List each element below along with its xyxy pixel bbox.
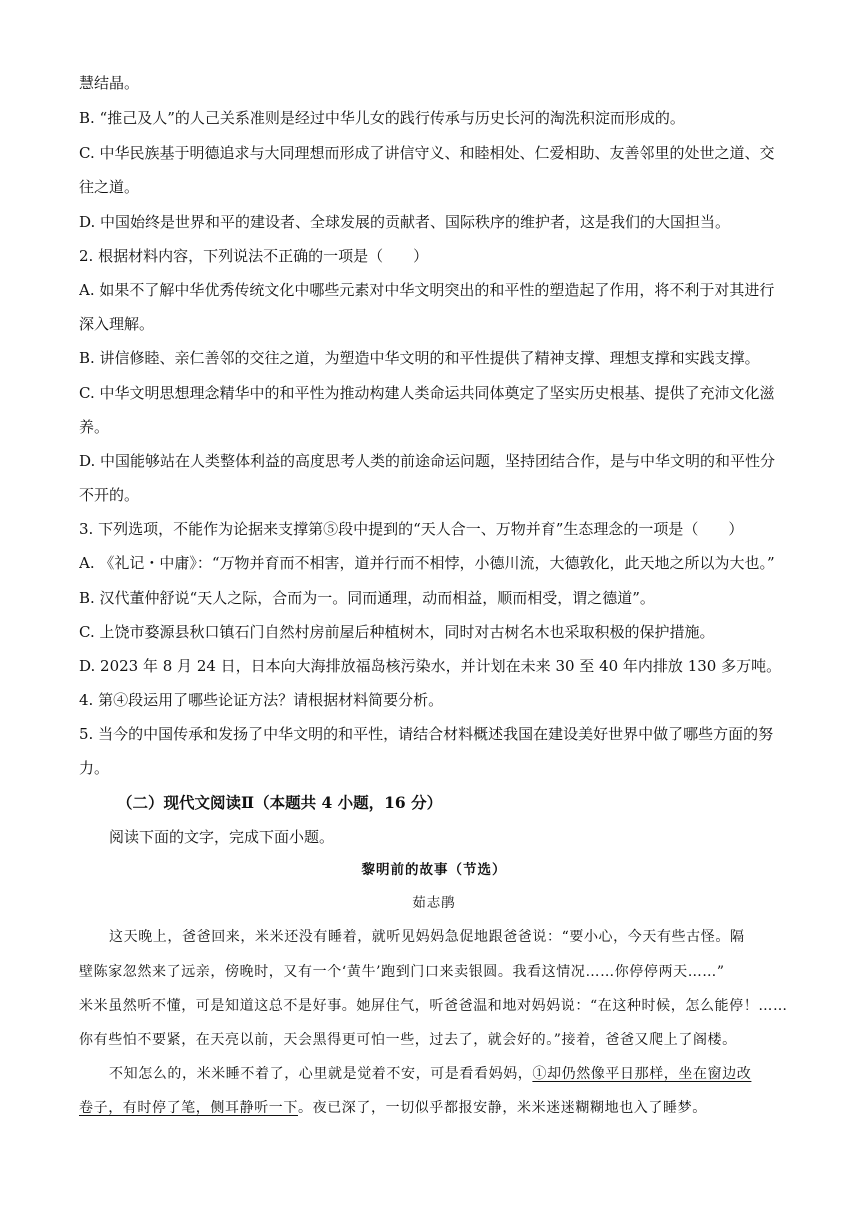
story-line — [109, 1064, 791, 1084]
option-b-q2: B. 讲信修睦、亲仁善邻的交往之道，为塑造中华文明的和平性提供了精神支撑、理想支撑和实践支撑。 — [79, 349, 760, 367]
question-3: 3. 下列选项，不能作为论据来支撑第⑤段中提到的“天人合一、万物并育”生态理念的一项是（ ） — [79, 520, 744, 538]
text-line: 深入理解。 — [79, 315, 155, 333]
question-4: 4. 第④段运用了哪些论证方法？请根据材料简要分析。 — [79, 691, 444, 709]
story-line — [79, 1098, 791, 1118]
story-line: 壁陈家忽然来了远亲，傍晚时，又有一个‘黄牛’跑到门口来卖银圆。我看这情况……你停停两天……” — [79, 964, 725, 980]
underlined-sentence-1-cont: 卷子，有时停了笔，侧耳静听一下 — [79, 1100, 298, 1116]
text-line: 养。 — [79, 418, 110, 436]
story-title: 黎明前的故事（节选） — [361, 862, 507, 878]
section-heading: （二）现代文阅读Ⅱ（本题共 4 小题，16 分） — [117, 793, 443, 812]
option-d-q2: D. 中国能够站在人类整体利益的高度思考人类的前途命运问题，坚持团结合作，是与中华文明的和平性分 — [79, 452, 776, 470]
story-line: 这天晚上，爸爸回来，米米还没有睡着，就听见妈妈急促地跟爸爸说：“要小心，今天有些古怪。隔 — [109, 929, 745, 945]
story-text: 不知怎么的，米米睡不着了，心里就是觉着不安，可是看看妈妈， — [109, 1066, 533, 1082]
option-c-q1: C. 中华民族基于明德追求与大同理想而形成了讲信守义、和睦相处、仁爱相助、友善邻里的处世之道、交 — [79, 144, 775, 162]
story-line: 你有些怕不要紧，在天亮以前，天会黑得更可怕一些，过去了，就会好的。”接着，爸爸又爬上了阁楼。 — [79, 1032, 737, 1048]
option-a-q2: A. 如果不了解中华优秀传统文化中哪些元素对中华文明突出的和平性的塑造起了作用，将不利于对其进行 — [79, 281, 775, 299]
option-c-q3: C. 上饶市婺源县秋口镇石门自然村房前屋后种植树木，同时对古树名木也采取积极的保护措施。 — [79, 623, 715, 641]
text-line: 慧结晶。 — [79, 74, 140, 92]
option-c-q2: C. 中华文明思想理念精华中的和平性为推动构建人类命运共同体奠定了坚实历史根基、提供了充沛文化滋 — [79, 384, 775, 402]
underlined-sentence-1: ①却仍然像平日那样，坐在窗边改 — [532, 1066, 752, 1082]
option-b-q1: B. “推己及人”的人己关系准则是经过中华儿女的践行传承与历史长河的淘洗积淀而形成的。 — [79, 109, 685, 127]
text-line: 往之道。 — [79, 178, 140, 196]
option-a-q3: A. 《礼记・中庸》：“万物并育而不相害，道并行而不相悖，小德川流，大德敦化，此天地之所以为大也。” — [79, 554, 775, 572]
option-d-q1: D. 中国始终是世界和平的建设者、全球发展的贡献者、国际秩序的维护者，这是我们的大国担当。 — [79, 213, 731, 231]
question-2: 2. 根据材料内容，下列说法不正确的一项是（ ） — [79, 247, 429, 265]
story-author: 茹志鹃 — [412, 895, 456, 911]
story-line: 米米虽然听不懂，可是知道这总不是好事。她屏住气，听爸爸温和地对妈妈说：“在这种时候，怎么能停！…… — [79, 998, 788, 1014]
reading-instruction: 阅读下面的文字，完成下面小题。 — [109, 828, 335, 846]
text-line: 不开的。 — [79, 486, 140, 504]
question-5: 5. 当今的中国传承和发扬了中华文明的和平性，请结合材料概述我国在建设美好世界中做了哪些方面的努 — [79, 725, 774, 743]
option-d-q3: D. 2023 年 8 月 24 日，日本向大海排放福岛核污染水，并计划在未来 30 至 40 年内排放 130 多万吨。 — [79, 657, 782, 675]
option-b-q3: B. 汉代董仲舒说“天人之际，合而为一。同而通理，动而相益，顺而相受，谓之德道”。 — [79, 589, 655, 607]
story-text: 。夜已深了，一切似乎都报安静，米米迷迷糊糊地也入了睡梦。 — [298, 1100, 707, 1116]
text-line: 力。 — [79, 759, 110, 777]
